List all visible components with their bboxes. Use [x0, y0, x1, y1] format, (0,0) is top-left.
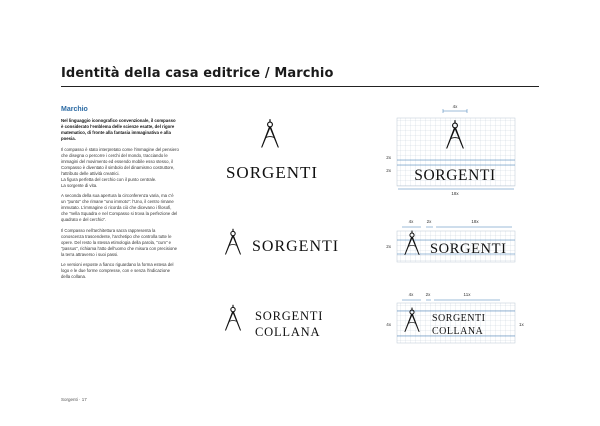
dim-label: 2x [386, 244, 391, 249]
logo-grid-collana [386, 292, 524, 343]
logo-grid-horizontal [386, 219, 515, 262]
logo-collana-label: COLLANA [432, 326, 484, 337]
dim-label: 4x [386, 322, 391, 327]
dim-label: 1x [519, 322, 524, 327]
paragraph: Le versioni esposte a fianco riguardano la forma estesa del logo e le due forme compresse, con e senza l'indicazione della collana. [61, 262, 174, 279]
page-folio: Sorgenti · 17 [61, 397, 87, 402]
section-label: Marchio [61, 106, 88, 113]
dim-label: 4x [452, 104, 458, 109]
dim-label: 11x [463, 292, 471, 297]
logo-wordmark: SORGENTI [430, 241, 507, 257]
logo-grid-extended [386, 104, 515, 196]
logo-collana-label: COLLANA [255, 325, 321, 339]
logo-horizontal [225, 229, 339, 255]
page-title: Identità della casa editrice / Marchio [61, 66, 334, 81]
dim-label: 4x [408, 219, 414, 224]
paragraph-lead: Nel linguaggio iconografico convenzionale, il compasso è considerato l'emblema delle scienze esatte, del rigore matematico, di fronte alla fantasia immaginativa e alla poesia. [61, 118, 176, 141]
dim-label: 2x [425, 292, 431, 297]
logo-wordmark: SORGENTI [414, 167, 496, 184]
logo-wordmark: SORGENTI [225, 163, 319, 182]
logo-wordmark: SORGENTI [252, 238, 340, 255]
compass-icon [225, 229, 241, 255]
paragraph: Il Compasso nell'architettura sacra rappresenta la conoscenza trascendente, l'archetipo che controlla tutte le opere. Del resto la stessa etimologia della parola, "cum" e "passus", richiama l'atto dell'uomo che misura con precisione la terra attraverso i suoi passi. [61, 227, 177, 257]
logo-wordmark: SORGENTI [432, 313, 486, 324]
logo-collana [225, 305, 323, 339]
paragraph: A seconda della sua apertura la circonferenza varia, ma c'è un "punto" che rimane "uno immoto": l'Uno, il centro rimane immutato. L'immagine ci ricorda ciò che dicevano i filosofi, che "nella Squadra e nel Compasso si trova la perfezione del quadrato e del cerchio". [61, 193, 178, 222]
dim-label: 4x [408, 292, 414, 297]
logo-extended [226, 119, 318, 182]
compass-icon [225, 305, 241, 331]
dim-label: 2x [426, 219, 432, 224]
dim-label: 2x [386, 155, 391, 160]
dim-label: 2x [386, 168, 391, 173]
paragraph: La sorgente di vita. [61, 182, 98, 188]
dim-label: 18x [451, 191, 459, 196]
paragraph: Il compasso è stato interpretato come l'immagine del pensiero che disegna o percorre i cerchi del mondo, tracciando le immagini del movimento ed essendo mobile esso stesso, il Compasso è diventato il simbolo del dinamismo costruttore, l'attributo delle attività creatrici. [61, 146, 179, 176]
compass-icon [261, 119, 279, 147]
logo-wordmark: SORGENTI [255, 309, 324, 323]
dim-label: 18x [471, 219, 479, 224]
paragraph: La figura perfetta del cerchio con il punto centrale. [61, 176, 157, 182]
